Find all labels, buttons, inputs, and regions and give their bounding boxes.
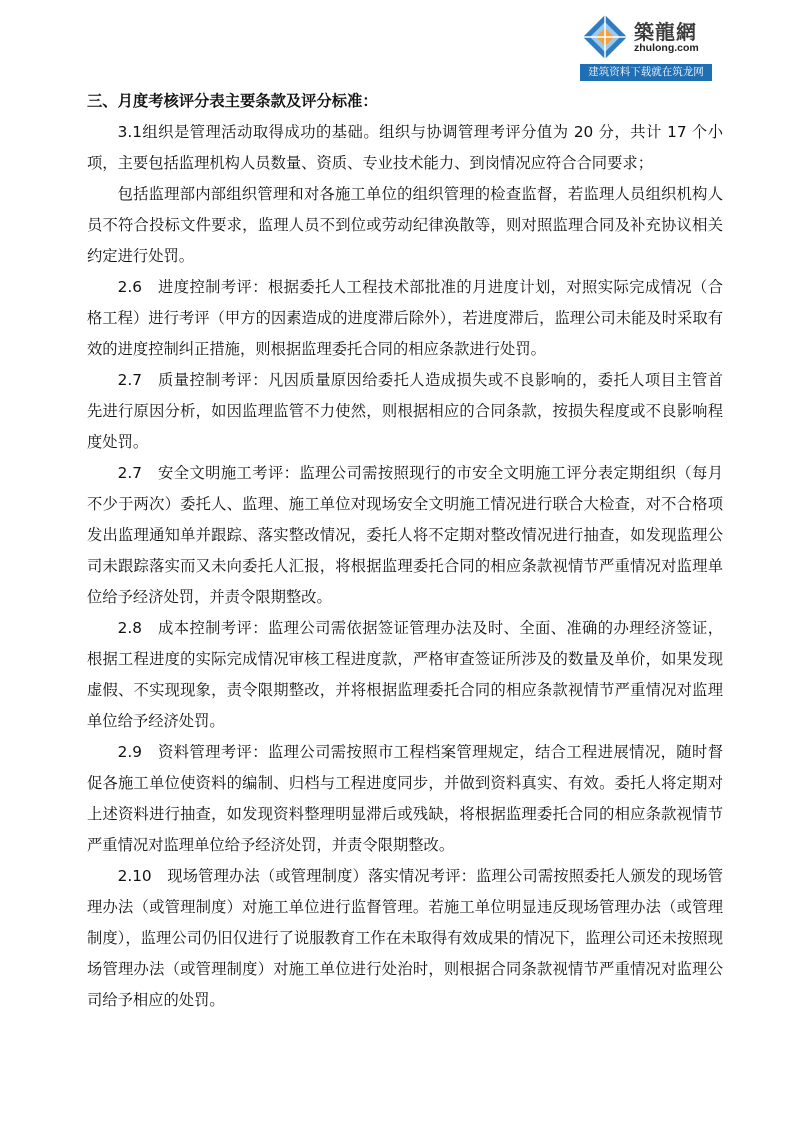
paragraph-3-1: 3.1组织是管理活动取得成功的基础。组织与协调管理考评分值为 20 分，共计 17 个小项，主要包括监理机构人员数量、资质、专业技术能力、到岗情况应符合合同要求； (87, 123, 723, 172)
paragraph-2-6: 2.6 进度控制考评：根据委托人工程技术部批准的月进度计划，对照实际完成情况（合格工程）进行考评（甲方的因素造成的进度滞后除外），若进度滞后，监理公司未能及时采取有效的进度控制纠正措施，则根据监理委托合同的相应条款进行处罚。 (87, 278, 723, 358)
logo-name: 築龍網 (634, 20, 697, 44)
paragraph-2-7-quality: 2.7 质量控制考评：凡因质量原因给委托人造成损失或不良影响的，委托人项目主管首先进行原因分析，如因监理监管不力使然，则根据相应的合同条款，按损失程度或不良影响程度处罚。 (87, 371, 723, 451)
logo-url: zhulong.com (634, 42, 699, 54)
paragraph-organization: 包括监理部内部组织管理和对各施工单位的组织管理的检查监督，若监理人员组织机构人员不符合投标文件要求，监理人员不到位或劳动纪律涣散等，则对照监理合同及补充协议相关约定进行处罚。 (87, 185, 723, 265)
paragraph-2-8: 2.8 成本控制考评：监理公司需依据签证管理办法及时、全面、准确的办理经济签证，根据工程进度的实际完成情况审核工程进度款，严格审查签证所涉及的数量及单价，如果发现虚假、不实现现象，责令限期整改，并将根据监理委托合同的相应条款视情节严重情况对监理单位给予经济处罚。 (87, 619, 723, 730)
section-heading: 三、月度考核评分表主要条款及评分标准： (87, 92, 378, 110)
logo-diamond-icon (582, 14, 628, 60)
zhulong-logo (580, 10, 712, 82)
paragraph-2-10: 2.10 现场管理办法（或管理制度）落实情况考评：监理公司需按照委托人颁发的现场管理办法（或管理制度）对施工单位进行监督管理。若施工单位明显违反现场管理办法（或管理制度），监理公司仍旧仅进行了说服教育工作在未取得有效成果的情况下，监理公司还未按照现场管理办法（或管理制度）对施工单位进行处治时，则根据合同条款视情节严重情况对监理公司给予相应的处罚。 (87, 867, 723, 1009)
document-body (87, 86, 723, 1016)
logo-slogan: 建筑资料下载就在筑龙网 (580, 64, 712, 81)
paragraph-2-9: 2.9 资料管理考评：监理公司需按照市工程档案管理规定，结合工程进展情况，随时督促各施工单位使资料的编制、归档与工程进度同步，并做到资料真实、有效。委托人将定期对上述资料进行抽查，如发现资料整理明显滞后或残缺，将根据监理委托合同的相应条款视情节严重情况对监理单位给予经济处罚，并责令限期整改。 (87, 743, 723, 854)
paragraph-2-7-safety: 2.7 安全文明施工考评：监理公司需按照现行的市安全文明施工评分表定期组织（每月不少于两次）委托人、监理、施工单位对现场安全文明施工情况进行联合大检查，对不合格项发出监理通知单并跟踪、落实整改情况，委托人将不定期对整改情况进行抽查，如发现监理公司未跟踪落实而又未向委托人汇报，将根据监理委托合同的相应条款视情节严重情况对监理单位给予经济处罚，并责令限期整改。 (87, 464, 723, 606)
